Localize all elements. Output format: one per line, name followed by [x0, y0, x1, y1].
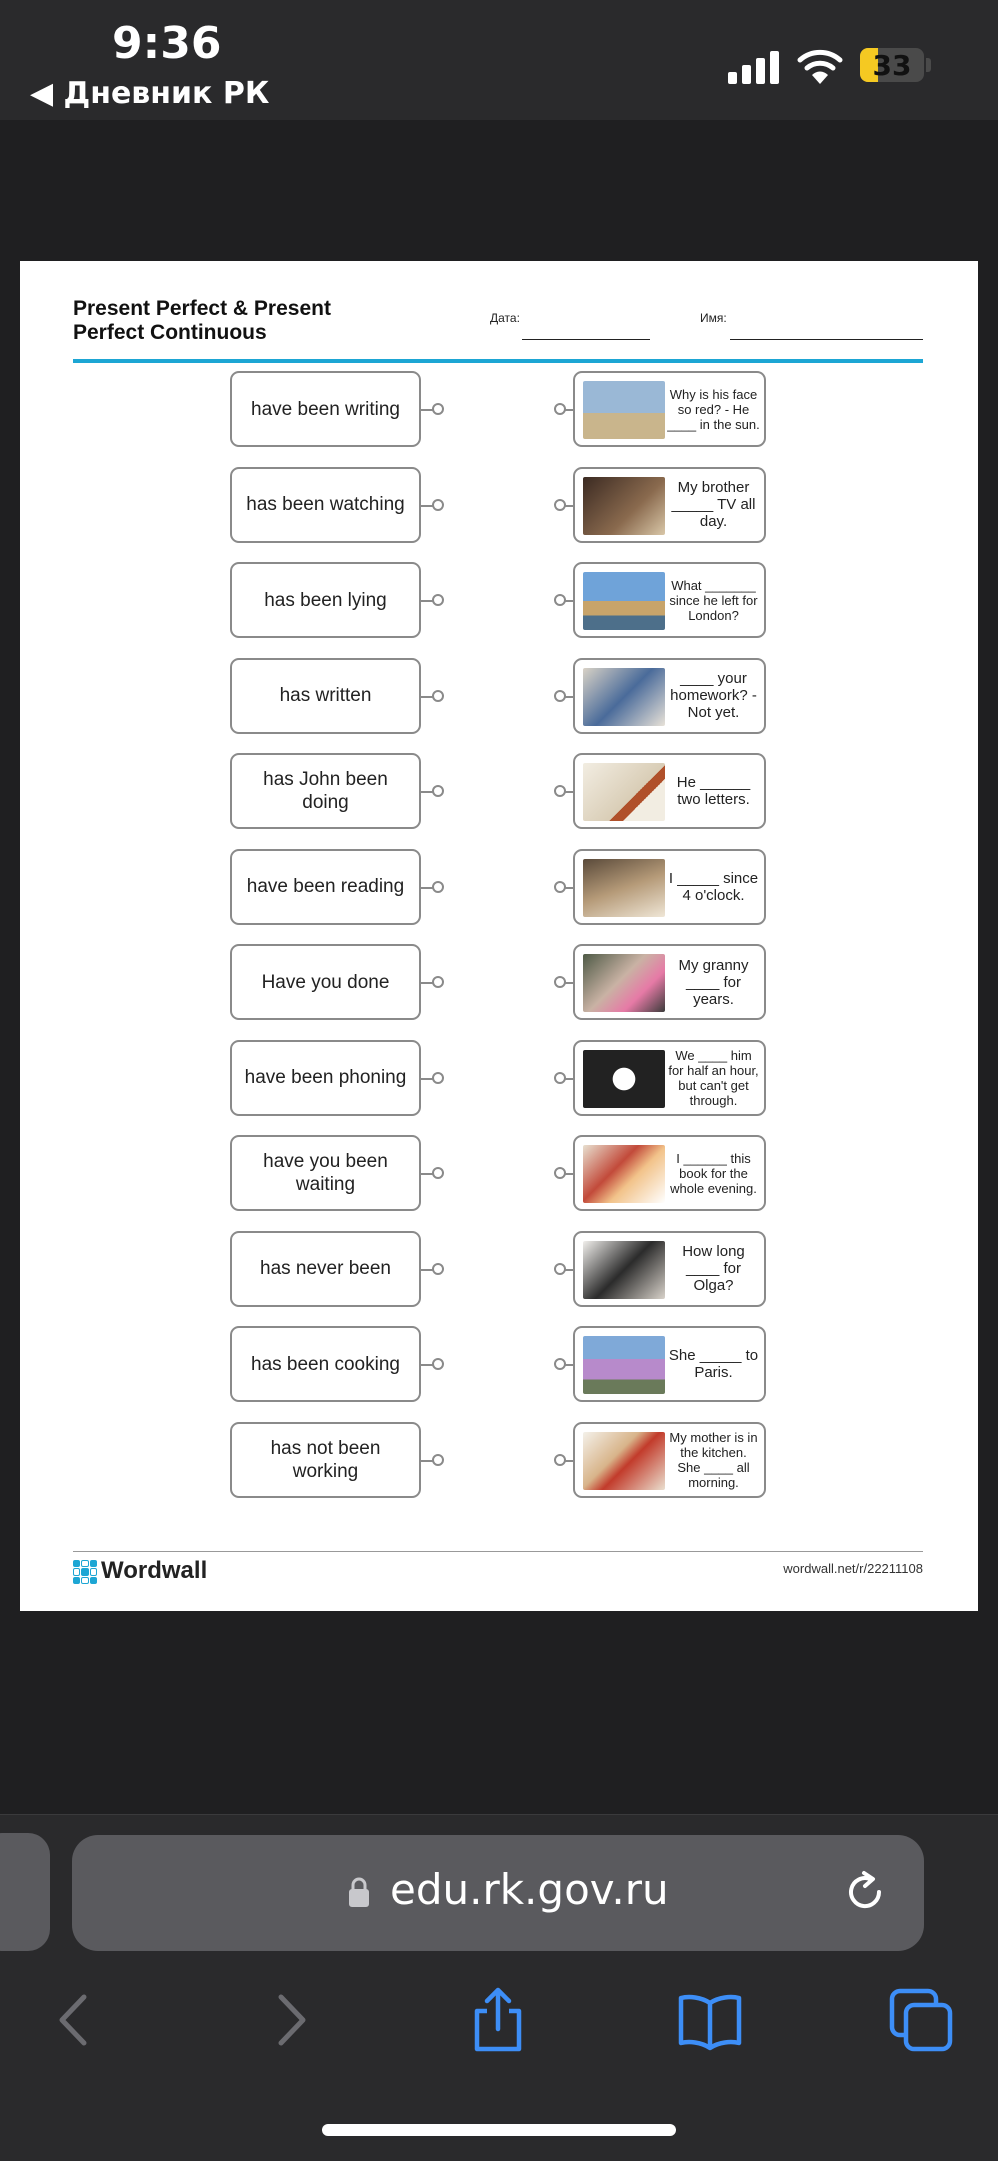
question-text: I ______ this book for the whole evening. [670, 1150, 757, 1196]
home-indicator[interactable] [322, 2124, 676, 2136]
right-connector-dot[interactable] [554, 499, 566, 511]
question-text: My brother _____ TV all day. [671, 479, 756, 530]
question-image [583, 954, 665, 1012]
right-connector-dot[interactable] [554, 1358, 566, 1370]
answer-card[interactable] [230, 753, 421, 829]
answer-text: has John been doing [263, 769, 388, 813]
question-card[interactable] [573, 371, 766, 447]
question-card[interactable] [573, 1040, 766, 1116]
date-field-line [522, 339, 650, 340]
left-connector-dot[interactable] [432, 785, 444, 797]
left-connector-dot[interactable] [432, 1454, 444, 1466]
match-row [20, 371, 978, 449]
name-field-line [730, 339, 923, 340]
question-text: My mother is in the kitchen. She ____ all morning. [669, 1429, 758, 1490]
answer-card[interactable] [230, 1040, 421, 1116]
match-row [20, 1231, 978, 1309]
answer-text: has written [279, 685, 372, 706]
right-connector-dot[interactable] [554, 881, 566, 893]
question-card[interactable] [573, 944, 766, 1020]
worksheet-title: Present Perfect & Present Perfect Continuous [73, 297, 331, 344]
question-image [583, 1050, 665, 1108]
reload-icon[interactable] [842, 1869, 888, 1915]
question-image [583, 668, 665, 726]
match-row [20, 944, 978, 1022]
right-connector-dot[interactable] [554, 594, 566, 606]
status-bar [0, 0, 998, 120]
question-text: My granny ____ for years. [678, 956, 749, 1008]
question-image [583, 572, 665, 630]
answer-card[interactable] [230, 371, 421, 447]
right-connector-dot[interactable] [554, 403, 566, 415]
left-connector-dot[interactable] [432, 881, 444, 893]
wifi-icon [796, 46, 844, 86]
question-image [583, 859, 665, 917]
answer-card[interactable] [230, 1135, 421, 1211]
question-image [583, 381, 665, 439]
answer-text: has been cooking [251, 1353, 400, 1375]
previous-tab-preview[interactable] [0, 1833, 50, 1951]
right-connector-dot[interactable] [554, 1263, 566, 1275]
answer-card[interactable] [230, 849, 421, 925]
wordwall-brand: Wordwall [101, 1557, 208, 1584]
question-image [583, 1336, 665, 1394]
question-image [583, 1145, 665, 1203]
match-row [20, 1422, 978, 1500]
answer-card[interactable] [230, 1422, 421, 1498]
answer-text: have been writing [251, 398, 400, 420]
question-text: How long ____ for Olga? [682, 1243, 745, 1294]
left-connector-dot[interactable] [432, 499, 444, 511]
question-card[interactable] [573, 753, 766, 829]
answer-card[interactable] [230, 562, 421, 638]
lock-icon [348, 1875, 370, 1909]
question-text: He ______ two letters. [676, 774, 751, 808]
match-row [20, 658, 978, 736]
right-connector-dot[interactable] [554, 690, 566, 702]
question-card[interactable] [573, 1135, 766, 1211]
left-connector-dot[interactable] [432, 1167, 444, 1179]
question-text: ____ your homework? - Not yet. [670, 670, 757, 721]
question-card[interactable] [573, 1422, 766, 1498]
answer-card[interactable] [230, 1326, 421, 1402]
match-row [20, 849, 978, 927]
bookmarks-icon[interactable] [675, 1985, 745, 2055]
worksheet-url: wordwall.net/r/22211108 [783, 1561, 923, 1576]
left-connector-dot[interactable] [432, 594, 444, 606]
answer-text: has not been working [270, 1437, 381, 1482]
question-card[interactable] [573, 1231, 766, 1307]
right-connector-dot[interactable] [554, 1072, 566, 1084]
right-connector-dot[interactable] [554, 785, 566, 797]
question-card[interactable] [573, 562, 766, 638]
question-card[interactable] [573, 658, 766, 734]
match-row [20, 1040, 978, 1118]
right-connector-dot[interactable] [554, 1454, 566, 1466]
wordwall-logo [73, 1557, 233, 1585]
left-connector-dot[interactable] [432, 976, 444, 988]
answer-text: has been watching [246, 494, 405, 515]
question-text: What _______ since he left for London? [669, 577, 758, 623]
right-connector-dot[interactable] [554, 976, 566, 988]
left-connector-dot[interactable] [432, 1072, 444, 1084]
question-card[interactable] [573, 1326, 766, 1402]
answer-text: has been lying [264, 589, 387, 611]
match-row [20, 562, 978, 640]
cellular-signal-icon [728, 50, 782, 84]
answer-card[interactable] [230, 658, 421, 734]
question-card[interactable] [573, 467, 766, 543]
left-connector-dot[interactable] [432, 690, 444, 702]
answer-text: has never been [260, 1258, 391, 1279]
question-image [583, 477, 665, 535]
match-row [20, 1326, 978, 1404]
tabs-icon[interactable] [886, 1985, 956, 2055]
name-label: Имя: [700, 311, 727, 325]
question-card[interactable] [573, 849, 766, 925]
question-text: She _____ to Paris. [668, 1347, 759, 1381]
answer-card[interactable] [230, 1231, 421, 1307]
battery-level: 33 [872, 49, 912, 82]
back-icon[interactable] [40, 1985, 110, 2055]
footer-divider [73, 1551, 923, 1552]
answer-text: have been reading [246, 876, 405, 897]
answer-card[interactable] [230, 944, 421, 1020]
left-connector-dot[interactable] [432, 403, 444, 415]
left-connector-dot[interactable] [432, 1358, 444, 1370]
url-text: edu.rk.gov.ru [390, 1865, 669, 1914]
date-label: Дата: [490, 311, 520, 325]
question-image [583, 1241, 665, 1299]
battery-icon [860, 48, 924, 82]
answer-text: have been phoning [244, 1067, 407, 1088]
question-image [583, 1432, 665, 1490]
question-text: Why is his face so red? - He ____ in the sun. [667, 386, 760, 432]
match-row [20, 753, 978, 831]
answer-text: Have you done [261, 971, 390, 993]
question-image [583, 763, 665, 821]
left-connector-dot[interactable] [432, 1263, 444, 1275]
browser-toolbar [0, 1814, 998, 2161]
share-icon[interactable] [463, 1985, 533, 2055]
address-bar[interactable] [72, 1835, 924, 1951]
answer-text: have you been waiting [263, 1151, 388, 1195]
back-to-app-link[interactable]: ◀ Дневник РК [30, 76, 270, 111]
worksheet-page [20, 261, 978, 1611]
answer-card[interactable] [230, 467, 421, 543]
match-row [20, 1135, 978, 1213]
forward-icon[interactable] [255, 1985, 325, 2055]
wordwall-mark-icon [73, 1560, 97, 1584]
title-divider [73, 359, 923, 363]
right-connector-dot[interactable] [554, 1167, 566, 1179]
clock: 9:36 [112, 18, 222, 69]
question-text: We ____ him for half an hour, but can't get through. [668, 1047, 759, 1108]
match-row [20, 467, 978, 545]
question-text: I _____ since 4 o'clock. [668, 869, 759, 904]
